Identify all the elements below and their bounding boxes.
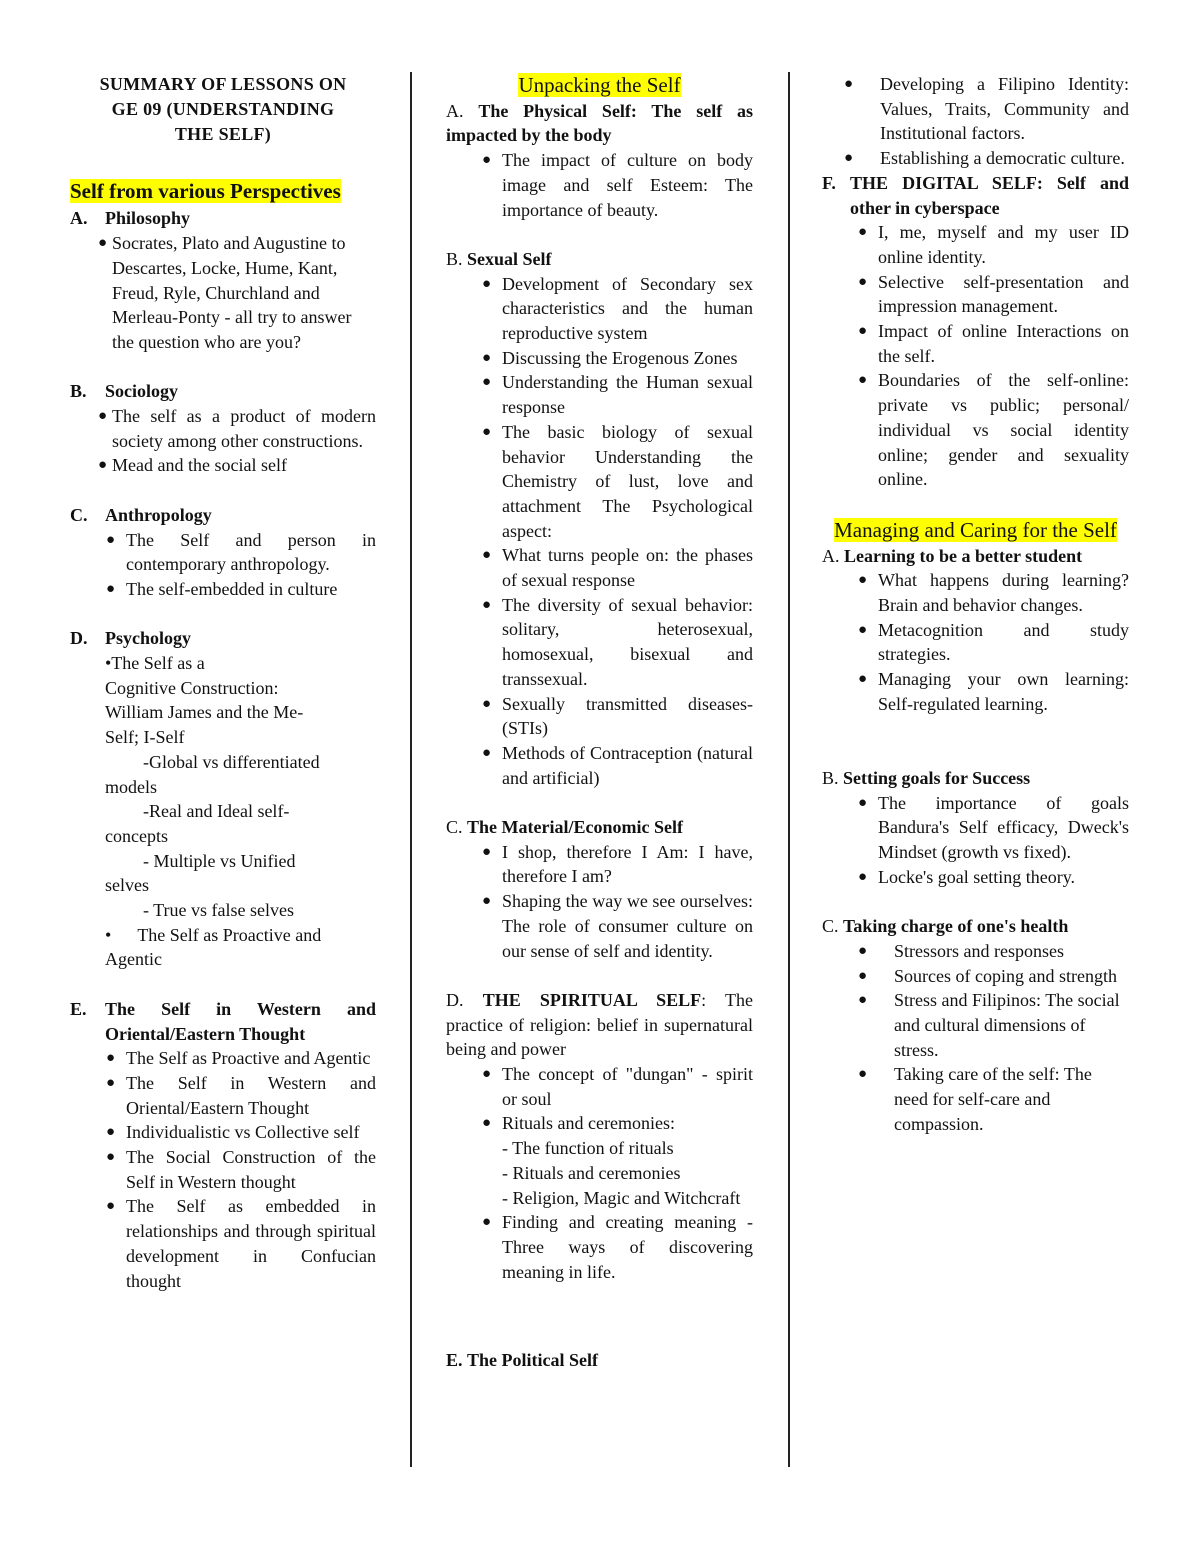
list-item: ● Establishing a democratic culture. — [844, 148, 1125, 169]
section-title: Setting goals for Success — [843, 767, 1031, 788]
section-letter: B. — [70, 381, 87, 402]
list-item: ● Metacognition and study strategies. — [858, 619, 1129, 665]
section-title: THE DIGITAL SELF: Self and other in cyberspace — [850, 172, 1129, 218]
list-item: ● Taking care of the self: The need for self-care and compassion. — [858, 1064, 1092, 1134]
section-title: Psychology — [105, 628, 192, 649]
section-title: Sociology — [105, 381, 179, 402]
list-item: ● Rituals and ceremonies: — [482, 1113, 675, 1134]
list-item: ● The self-embedded in culture — [106, 578, 338, 599]
section-title: The Physical Self: The self as impacted by the body — [446, 100, 754, 146]
section-letter: C. — [70, 504, 88, 525]
list-item: ● The concept of "dungan" - spirit or soul — [482, 1064, 753, 1109]
section-heading: Unpacking the Self — [518, 73, 681, 97]
list-item: ● I shop, therefore I Am: I have, therefore I am? — [482, 841, 753, 887]
list-item: ● Understanding the Human sexual response — [482, 372, 753, 418]
list-item: ● Individualistic vs Collective self — [106, 1122, 360, 1143]
list-item: ● The impact of culture on body image and self Esteem: The importance of beauty. — [482, 150, 753, 220]
section-title: The Self in Western and Oriental/Eastern Thought — [105, 998, 376, 1044]
list-item: ● What turns people on: the phases of sexual response — [482, 545, 753, 591]
list-item: ● Sources of coping and strength — [858, 965, 1117, 986]
section-title: Sexual Self — [467, 248, 552, 269]
section-title: Anthropology — [105, 504, 212, 525]
section-title: Philosophy — [105, 208, 191, 229]
section-letter: A. — [70, 208, 88, 229]
list-item: ● I, me, myself and my user ID online identity. — [858, 222, 1129, 267]
list-item: ● Methods of Contraception (natural and artificial) — [482, 742, 753, 788]
section-title: The Political Self — [467, 1349, 598, 1370]
section-letter: D. — [70, 628, 88, 649]
list-item: ● The Self as embedded in relationships and through spiritual development in Confucian thought — [106, 1196, 376, 1291]
list-item: ● Discussing the Erogenous Zones — [482, 347, 738, 368]
section-letter: E. — [70, 998, 87, 1019]
list-item: ● The Social Construction of the Self in Western thought — [106, 1147, 376, 1192]
list-item: ● The self as a product of modern society among other constructions. — [98, 406, 376, 451]
list-item: ● The basic biology of sexual behavior Understanding the Chemistry of lust, love and attachment The Psychological aspect: — [482, 421, 753, 541]
list-item: ● What happens during learning? Brain and behavior changes. — [858, 570, 1129, 616]
list-item: ● Developing a Filipino Identity: Values, Traits, Community and Institutional factors. — [844, 74, 1129, 144]
list-item: ● The diversity of sexual behavior: solitary, heterosexual, homosexual, bisexual and transsexual. — [482, 594, 753, 689]
section-title: Learning to be a better student — [844, 545, 1083, 566]
column-divider-2 — [788, 72, 790, 1467]
list-item: ● The Self and person in contemporary anthropology. — [106, 529, 376, 575]
list-item: ● Boundaries of the self-online: private vs public; personal/ individual vs social identity online; gender and sexuality online. — [858, 370, 1129, 490]
section-title: The Material/Economic Self — [467, 817, 683, 838]
psychology-details: •The Self as a Cognitive Construction: William James and the Me- Self; I-Self -Global vs differentiated models -Real and Ideal self- concepts - Multiple vs Unified selves - True vs false selves • The Self as Proactive and Agentic — [105, 653, 322, 970]
list-item: ● Locke's goal setting theory. — [858, 866, 1076, 887]
list-item: ● The Self in Western and Oriental/Eastern Thought — [106, 1072, 376, 1118]
list-item: ● Finding and creating meaning - Three ways of discovering meaning in life. — [482, 1212, 753, 1282]
section-title: Taking charge of one's health — [843, 916, 1069, 937]
list-item: ● Stressors and responses — [858, 940, 1064, 961]
section-letter: F. — [822, 172, 836, 193]
list-item: ● Managing your own learning: Self-regulated learning. — [858, 669, 1129, 714]
list-item: ● Development of Secondary sex characteristics and the human reproductive system — [482, 273, 753, 344]
section-heading: Managing and Caring for the Self — [834, 517, 1117, 542]
list-item: ● Impact of online Interactions on the self. — [858, 321, 1129, 366]
list-item: ● Stress and Filipinos: The social and cultural dimensions of stress. — [858, 990, 1120, 1060]
column-2: Unpacking the Self A. The Physical Self: The self as impacted by the body ● The impact of culture on body image and self Esteem: The importance of beauty. B. Sexual Self ● Development of Secondary sex characteristics and the human reproductive system ● Discussing the Erogenous Zones ● Understanding the Human sexual response ● The basic biology of sexual behavior Understanding the Chemistry of lust, love and attachment The Psychological aspect: ● What turns people on: the phases of sexual response ● The diversity of sexual behavior: solitary, heterosexual, homosexual, bisexual and transsexual. ● Sexually transmitted diseases-(STIs) ● Methods of Contraception (natural and artificial) C. The Material/Economic Self ● I shop, therefore I Am: I have, therefore I am? ● Shaping the way we see ourselves: The role of consumer culture on our sense of self and identity. D. THE SPIRITUAL SELF: The practice of religion: belief in supernatural being and power ● The concept of "dungan" - spirit or soul ● Rituals and ceremonies: - The function of rituals - Rituals and ceremonies - Religion, Magic and Witchcraft ● Finding and creating meaning - Three ways of discovering meaning in life. E. The Political Self — [446, 73, 754, 1370]
column-1 — [70, 72, 376, 1293]
list-item: ● Selective self-presentation and impression management. — [858, 271, 1129, 317]
list-item: ● Sexually transmitted diseases-(STIs) — [482, 693, 753, 739]
column-divider-1 — [410, 72, 412, 1467]
section-title: THE SPIRITUAL SELF — [482, 989, 702, 1010]
list-item: ● Shaping the way we see ourselves: The role of consumer culture on our sense of self and identity. — [482, 891, 753, 961]
list-item: ● Socrates, Plato and Augustine to Descartes, Locke, Hume, Kant, Freud, Ryle, Churchland and Merleau-Ponty - all try to answer the question who are you? — [98, 233, 352, 352]
list-item: ● The importance of goals Bandura's Self efficacy, Dweck's Mindset (growth vs fixed). — [858, 792, 1129, 863]
column-3: ● Developing a Filipino Identity: Values, Traits, Community and Institutional factors. ● Establishing a democratic culture. F. THE DIGITAL SELF: Self and other in cyberspace ● I, me, myself and my user ID online identity. ● Selective self-presentation and impression management. ● Impact of online Interactions on the self. ● Boundaries of the self-online: private vs public; personal/ individual vs social identity online; gender and sexuality online. Managing and Caring for the Self A. Learning to be a better student ● What happens during learning? Brain and behavior changes. ● Metacognition and study strategies. ● Managing your own learning: Self-regulated learning. B. Setting goals for Success ● The importance of goals Bandura's Self efficacy, Dweck's Mindset (growth vs fixed). ● Locke's goal setting theory. C. Taking charge of one's health ● Stressors and responses ● Sources of coping and strength ● Stress and Filipinos: The social and cultural dimensions of stress. ● Taking care of the self: The need for self-care and compassion. — [822, 72, 1129, 1136]
list-item: ● Mead and the social self — [98, 455, 287, 476]
section-heading: Self from various Perspectives — [70, 178, 341, 203]
document-title: SUMMARY OF LESSONS ON GE 09 (UNDERSTANDING THE SELF) — [99, 74, 347, 144]
list-item: ● The Self as Proactive and Agentic — [106, 1048, 371, 1069]
